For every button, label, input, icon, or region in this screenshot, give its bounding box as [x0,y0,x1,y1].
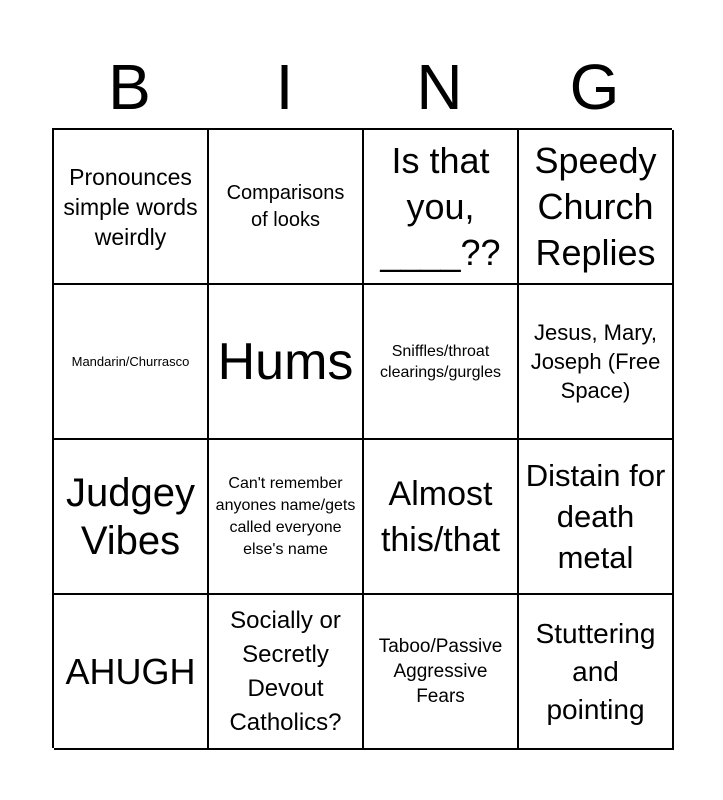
bingo-cell[interactable] [54,130,209,285]
bingo-cell[interactable] [519,130,674,285]
bingo-header [52,52,672,122]
bingo-cell[interactable] [364,440,519,595]
header-letter-n: N [416,51,463,123]
header-letter-b: B [108,51,151,123]
bingo-cell[interactable] [364,130,519,285]
bingo-cell[interactable] [364,285,519,440]
bingo-cell[interactable] [209,130,364,285]
cell-text: Distain for death metal [525,458,666,575]
bingo-cell[interactable] [519,285,674,440]
cell-text: Speedy Church Replies [534,139,657,273]
cell-text: Jesus, Mary, Joseph (Free Space) [530,320,661,403]
cell-text: Stuttering and pointing [535,617,656,725]
cell-text: AHUGH [65,650,196,692]
header-letter-g: G [569,51,620,123]
cell-text: Socially or Secretly Devout Catholics? [229,606,342,736]
header-letter-i: I [275,51,294,123]
cell-text: Mandarin/Churrasco [71,353,190,369]
bingo-cell[interactable] [54,595,209,750]
bingo-cell[interactable] [209,285,364,440]
cell-text: Taboo/Passive Aggressive Fears [378,636,503,707]
bingo-cell[interactable] [54,440,209,595]
bingo-cell[interactable] [209,595,364,750]
cell-text: Judgey Vibes [66,470,195,563]
cell-text: Is that you, ____?? [380,139,501,273]
bingo-cell[interactable] [209,440,364,595]
bingo-cell[interactable] [364,595,519,750]
bingo-cell[interactable] [519,595,674,750]
cell-text: Can't remember anyones name/gets called everyone else's name [215,474,356,558]
cell-text: Sniffles/throat clearings/gurgles [380,342,501,381]
bingo-cell[interactable] [519,440,674,595]
cell-text: Almost this/that [380,474,501,559]
cell-text: Hums [217,332,354,391]
bingo-grid [52,128,672,748]
cell-text: Pronounces simple words weirdly [63,163,198,250]
bingo-cell[interactable] [54,285,209,440]
cell-text: Comparisons of looks [226,181,345,231]
